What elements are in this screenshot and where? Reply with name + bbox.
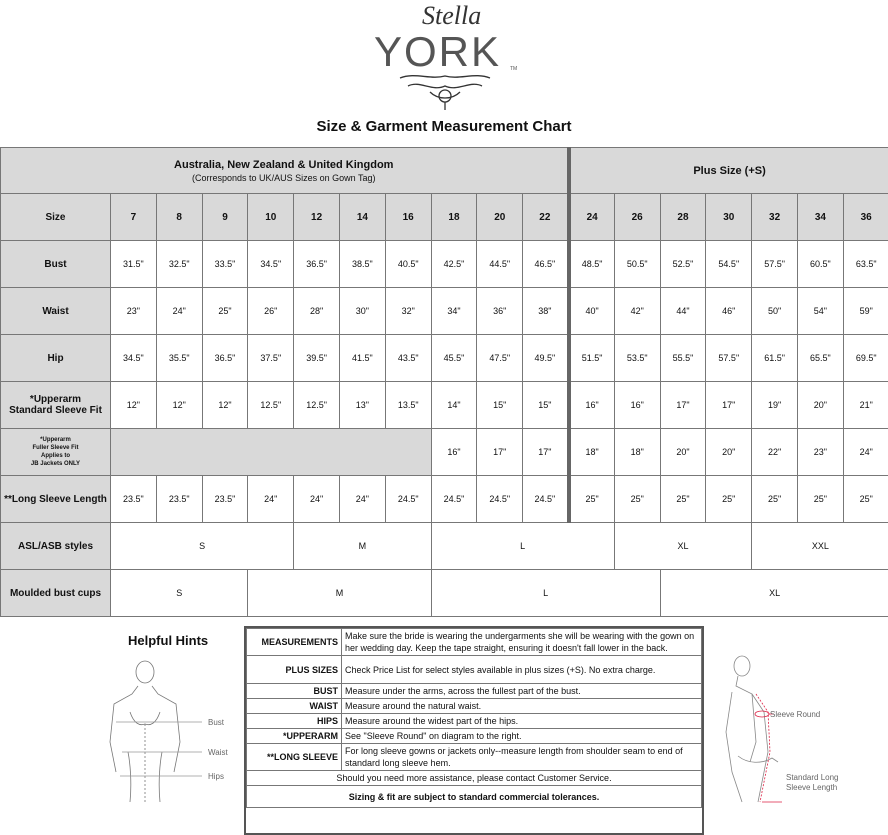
hint-row-measurements — [247, 629, 702, 656]
hint-row-waist — [247, 699, 702, 714]
torso-diagram — [100, 652, 240, 830]
long-sleeve-cell: 25" — [706, 476, 752, 523]
waist-cell: 23" — [111, 288, 157, 335]
hip-cell: 45.5" — [431, 335, 477, 382]
hint-value: See "Sleeve Round" on diagram to the right. — [342, 729, 702, 744]
long-sleeve-cell: 23.5" — [202, 476, 248, 523]
size-label: Size — [1, 194, 111, 241]
long-sleeve-cell: 24" — [294, 476, 340, 523]
upperarm-cell: 12.5" — [294, 382, 340, 429]
size-cell: 24 — [569, 194, 615, 241]
size-cell: 16 — [385, 194, 431, 241]
upperarm-cell: 17" — [660, 382, 706, 429]
waist-cell: 28" — [294, 288, 340, 335]
fuller-cell: 23" — [797, 429, 843, 476]
upperarm-standard-label-1: *Upperarm — [29, 394, 82, 405]
size-cell: 9 — [202, 194, 248, 241]
bust-cell: 33.5" — [202, 241, 248, 288]
long-sleeve-cell: 24.5" — [385, 476, 431, 523]
arm-diagram — [712, 652, 872, 828]
long-sleeve-cell: 25" — [614, 476, 660, 523]
waist-cell: 25" — [202, 288, 248, 335]
upperarm-cell: 14" — [431, 382, 477, 429]
hip-label: Hip — [1, 335, 111, 382]
long-sleeve-cell: 25" — [797, 476, 843, 523]
upperarm-standard-row — [1, 382, 888, 429]
hip-cell: 37.5" — [248, 335, 294, 382]
size-cell: 20 — [477, 194, 523, 241]
waist-cell: 59" — [843, 288, 888, 335]
hip-cell: 53.5" — [614, 335, 660, 382]
bust-cell: 40.5" — [385, 241, 431, 288]
logo-tm: TM — [510, 66, 518, 72]
upperarm-standard-label — [1, 382, 111, 429]
bust-cups-cell: M — [248, 570, 431, 617]
hint-key: MEASUREMENTS — [247, 629, 342, 656]
upperarm-fuller-label-3: Applies to — [40, 453, 70, 459]
upperarm-fuller-label-1: *Upperarm — [40, 437, 71, 443]
size-cell: 22 — [523, 194, 569, 241]
waist-cell: 36" — [477, 288, 523, 335]
chart-title: Size & Garment Measurement Chart — [316, 118, 572, 135]
hip-cell: 47.5" — [477, 335, 523, 382]
long-sleeve-row — [1, 476, 888, 523]
waist-cell: 46" — [706, 288, 752, 335]
upperarm-cell: 12" — [156, 382, 202, 429]
hip-cell: 43.5" — [385, 335, 431, 382]
hip-cell: 41.5" — [339, 335, 385, 382]
size-cell: 10 — [248, 194, 294, 241]
upperarm-cell: 16" — [614, 382, 660, 429]
upperarm-cell: 15" — [523, 382, 569, 429]
upperarm-cell: 15" — [477, 382, 523, 429]
upperarm-fuller-label-4: JB Jackets ONLY — [30, 461, 81, 467]
size-cell: 8 — [156, 194, 202, 241]
hint-key: BUST — [247, 684, 342, 699]
upperarm-fuller-na — [111, 429, 432, 476]
upperarm-cell: 12.5" — [248, 382, 294, 429]
upperarm-cell: 12" — [202, 382, 248, 429]
size-cell: 12 — [294, 194, 340, 241]
waist-cell: 44" — [660, 288, 706, 335]
size-row — [1, 194, 888, 241]
long-sleeve-cell: 25" — [660, 476, 706, 523]
long-sleeve-cell: 25" — [843, 476, 888, 523]
hint-assist: Should you need more assistance, please contact Customer Service. — [247, 771, 702, 786]
asl-cell: M — [294, 523, 431, 570]
hint-key: *UPPERARM — [247, 729, 342, 744]
hint-value: Measure around the widest part of the hips. — [342, 714, 702, 729]
hip-cell: 57.5" — [706, 335, 752, 382]
hip-cell: 35.5" — [156, 335, 202, 382]
long-sleeve-cell: 25" — [569, 476, 615, 523]
fuller-cell: 17" — [477, 429, 523, 476]
waist-cell: 26" — [248, 288, 294, 335]
waist-cell: 40" — [569, 288, 615, 335]
hip-cell: 61.5" — [752, 335, 798, 382]
logo-script: Stella — [422, 1, 482, 30]
figure-bust-label: Bust — [208, 718, 225, 727]
figure-waist-label: Waist — [208, 748, 228, 757]
asl-row — [1, 523, 888, 570]
hint-value: Make sure the bride is wearing the undergarments she will be wearing with the gown on her wedding day. Keep the tape straight, ensuring it doesn't fall lower in the back. — [342, 629, 702, 656]
region-standard — [1, 148, 569, 194]
fuller-cell: 16" — [431, 429, 477, 476]
upperarm-cell: 12" — [111, 382, 157, 429]
bust-cups-row — [1, 570, 888, 617]
hint-row-bust — [247, 684, 702, 699]
hint-row-assist — [247, 771, 702, 786]
bust-cups-cell: XL — [660, 570, 888, 617]
waist-cell: 54" — [797, 288, 843, 335]
hip-cell: 55.5" — [660, 335, 706, 382]
hip-cell: 51.5" — [569, 335, 615, 382]
upperarm-cell: 17" — [706, 382, 752, 429]
bust-cell: 60.5" — [797, 241, 843, 288]
upperarm-standard-label-2: Standard Sleeve Fit — [9, 405, 102, 416]
fuller-cell: 18" — [569, 429, 615, 476]
hip-cell: 34.5" — [111, 335, 157, 382]
hint-tolerance: Sizing & fit are subject to standard commercial tolerances. — [247, 786, 702, 808]
bust-cell: 57.5" — [752, 241, 798, 288]
bust-row — [1, 241, 888, 288]
size-cell: 14 — [339, 194, 385, 241]
bust-cell: 46.5" — [523, 241, 569, 288]
waist-cell: 30" — [339, 288, 385, 335]
size-chart-table — [0, 147, 888, 617]
waist-label: Waist — [1, 288, 111, 335]
upperarm-cell: 21" — [843, 382, 888, 429]
long-sleeve-cell: 25" — [752, 476, 798, 523]
size-cell: 34 — [797, 194, 843, 241]
sleeve-round-label: Sleeve Round — [770, 710, 821, 719]
asl-cell: XXL — [752, 523, 888, 570]
upperarm-cell: 20" — [797, 382, 843, 429]
long-sleeve-cell: 24.5" — [523, 476, 569, 523]
hint-value: Measure around the natural waist. — [342, 699, 702, 714]
hint-row-long-sleeve — [247, 744, 702, 771]
bust-cell: 36.5" — [294, 241, 340, 288]
hint-value: Measure under the arms, across the fullest part of the bust. — [342, 684, 702, 699]
hint-row-hips — [247, 714, 702, 729]
hip-cell: 36.5" — [202, 335, 248, 382]
size-cell: 18 — [431, 194, 477, 241]
hints-table — [246, 628, 702, 808]
hint-row-upperarm — [247, 729, 702, 744]
hip-cell: 69.5" — [843, 335, 888, 382]
long-sleeve-cell: 23.5" — [111, 476, 157, 523]
bust-cell: 63.5" — [843, 241, 888, 288]
size-cell: 36 — [843, 194, 888, 241]
bust-cell: 44.5" — [477, 241, 523, 288]
bust-cell: 52.5" — [660, 241, 706, 288]
bust-cell: 34.5" — [248, 241, 294, 288]
region-plus-title: Plus Size (+S) — [569, 148, 888, 194]
hint-value: Check Price List for select styles available in plus sizes (+S). No extra charge. — [342, 656, 702, 684]
size-cell: 28 — [660, 194, 706, 241]
long-sleeve-cell: 24" — [339, 476, 385, 523]
fuller-cell: 18" — [614, 429, 660, 476]
fuller-cell: 20" — [706, 429, 752, 476]
hint-key: HIPS — [247, 714, 342, 729]
waist-cell: 42" — [614, 288, 660, 335]
hip-cell: 49.5" — [523, 335, 569, 382]
bust-cell: 32.5" — [156, 241, 202, 288]
bust-cell: 38.5" — [339, 241, 385, 288]
bust-cups-label: Moulded bust cups — [1, 570, 111, 617]
bust-cell: 54.5" — [706, 241, 752, 288]
hint-key: PLUS SIZES — [247, 656, 342, 684]
asl-cell: L — [431, 523, 614, 570]
waist-row — [1, 288, 888, 335]
bust-cell: 50.5" — [614, 241, 660, 288]
size-cell: 30 — [706, 194, 752, 241]
upperarm-fuller-label-2: Fuller Sleeve Fit — [32, 445, 79, 451]
upperarm-cell: 19" — [752, 382, 798, 429]
upperarm-fuller-label — [1, 429, 111, 476]
hint-row-plus — [247, 656, 702, 684]
hint-value: For long sleeve gowns or jackets only--measure length from shoulder seam to end of standard long sleeve hem. — [342, 744, 702, 771]
bust-cell: 42.5" — [431, 241, 477, 288]
hint-key: **LONG SLEEVE — [247, 744, 342, 771]
std-long-label-1: Standard Long — [786, 773, 839, 782]
fuller-cell: 20" — [660, 429, 706, 476]
waist-cell: 34" — [431, 288, 477, 335]
asl-label: ASL/ASB styles — [1, 523, 111, 570]
region-standard-subtitle: (Corresponds to UK/AUS Sizes on Gown Tag) — [192, 172, 376, 183]
stella-york-logo — [360, 0, 530, 112]
size-cell: 7 — [111, 194, 157, 241]
logo-ornament — [400, 76, 490, 110]
std-long-label-2: Sleeve Length — [786, 783, 838, 792]
hint-row-tolerance — [247, 786, 702, 808]
figure-hips-label: Hips — [208, 772, 225, 781]
long-sleeve-label: **Long Sleeve Length — [1, 476, 111, 523]
hip-cell: 39.5" — [294, 335, 340, 382]
hip-row — [1, 335, 888, 382]
region-header-row — [1, 148, 888, 194]
waist-cell: 32" — [385, 288, 431, 335]
hints-box — [244, 626, 704, 835]
long-sleeve-cell: 24.5" — [477, 476, 523, 523]
waist-cell: 24" — [156, 288, 202, 335]
upperarm-fuller-row — [1, 429, 888, 476]
logo-word: YORK — [374, 28, 502, 75]
fuller-cell: 17" — [523, 429, 569, 476]
fuller-cell: 24" — [843, 429, 888, 476]
hint-key: WAIST — [247, 699, 342, 714]
bust-cups-cell: S — [111, 570, 248, 617]
bust-cups-cell: L — [431, 570, 660, 617]
bust-label: Bust — [1, 241, 111, 288]
bust-cell: 31.5" — [111, 241, 157, 288]
asl-cell: XL — [614, 523, 751, 570]
upperarm-cell: 13.5" — [385, 382, 431, 429]
size-cell: 26 — [614, 194, 660, 241]
upperarm-cell: 13" — [339, 382, 385, 429]
hints-title: Helpful Hints — [128, 633, 209, 648]
waist-cell: 50" — [752, 288, 798, 335]
size-cell: 32 — [752, 194, 798, 241]
waist-cell: 38" — [523, 288, 569, 335]
long-sleeve-cell: 24" — [248, 476, 294, 523]
upperarm-cell: 16" — [569, 382, 615, 429]
asl-cell: S — [111, 523, 294, 570]
fuller-cell: 22" — [752, 429, 798, 476]
long-sleeve-cell: 23.5" — [156, 476, 202, 523]
region-standard-title: Australia, New Zealand & United Kingdom — [174, 158, 394, 171]
bust-cell: 48.5" — [569, 241, 615, 288]
long-sleeve-cell: 24.5" — [431, 476, 477, 523]
hip-cell: 65.5" — [797, 335, 843, 382]
